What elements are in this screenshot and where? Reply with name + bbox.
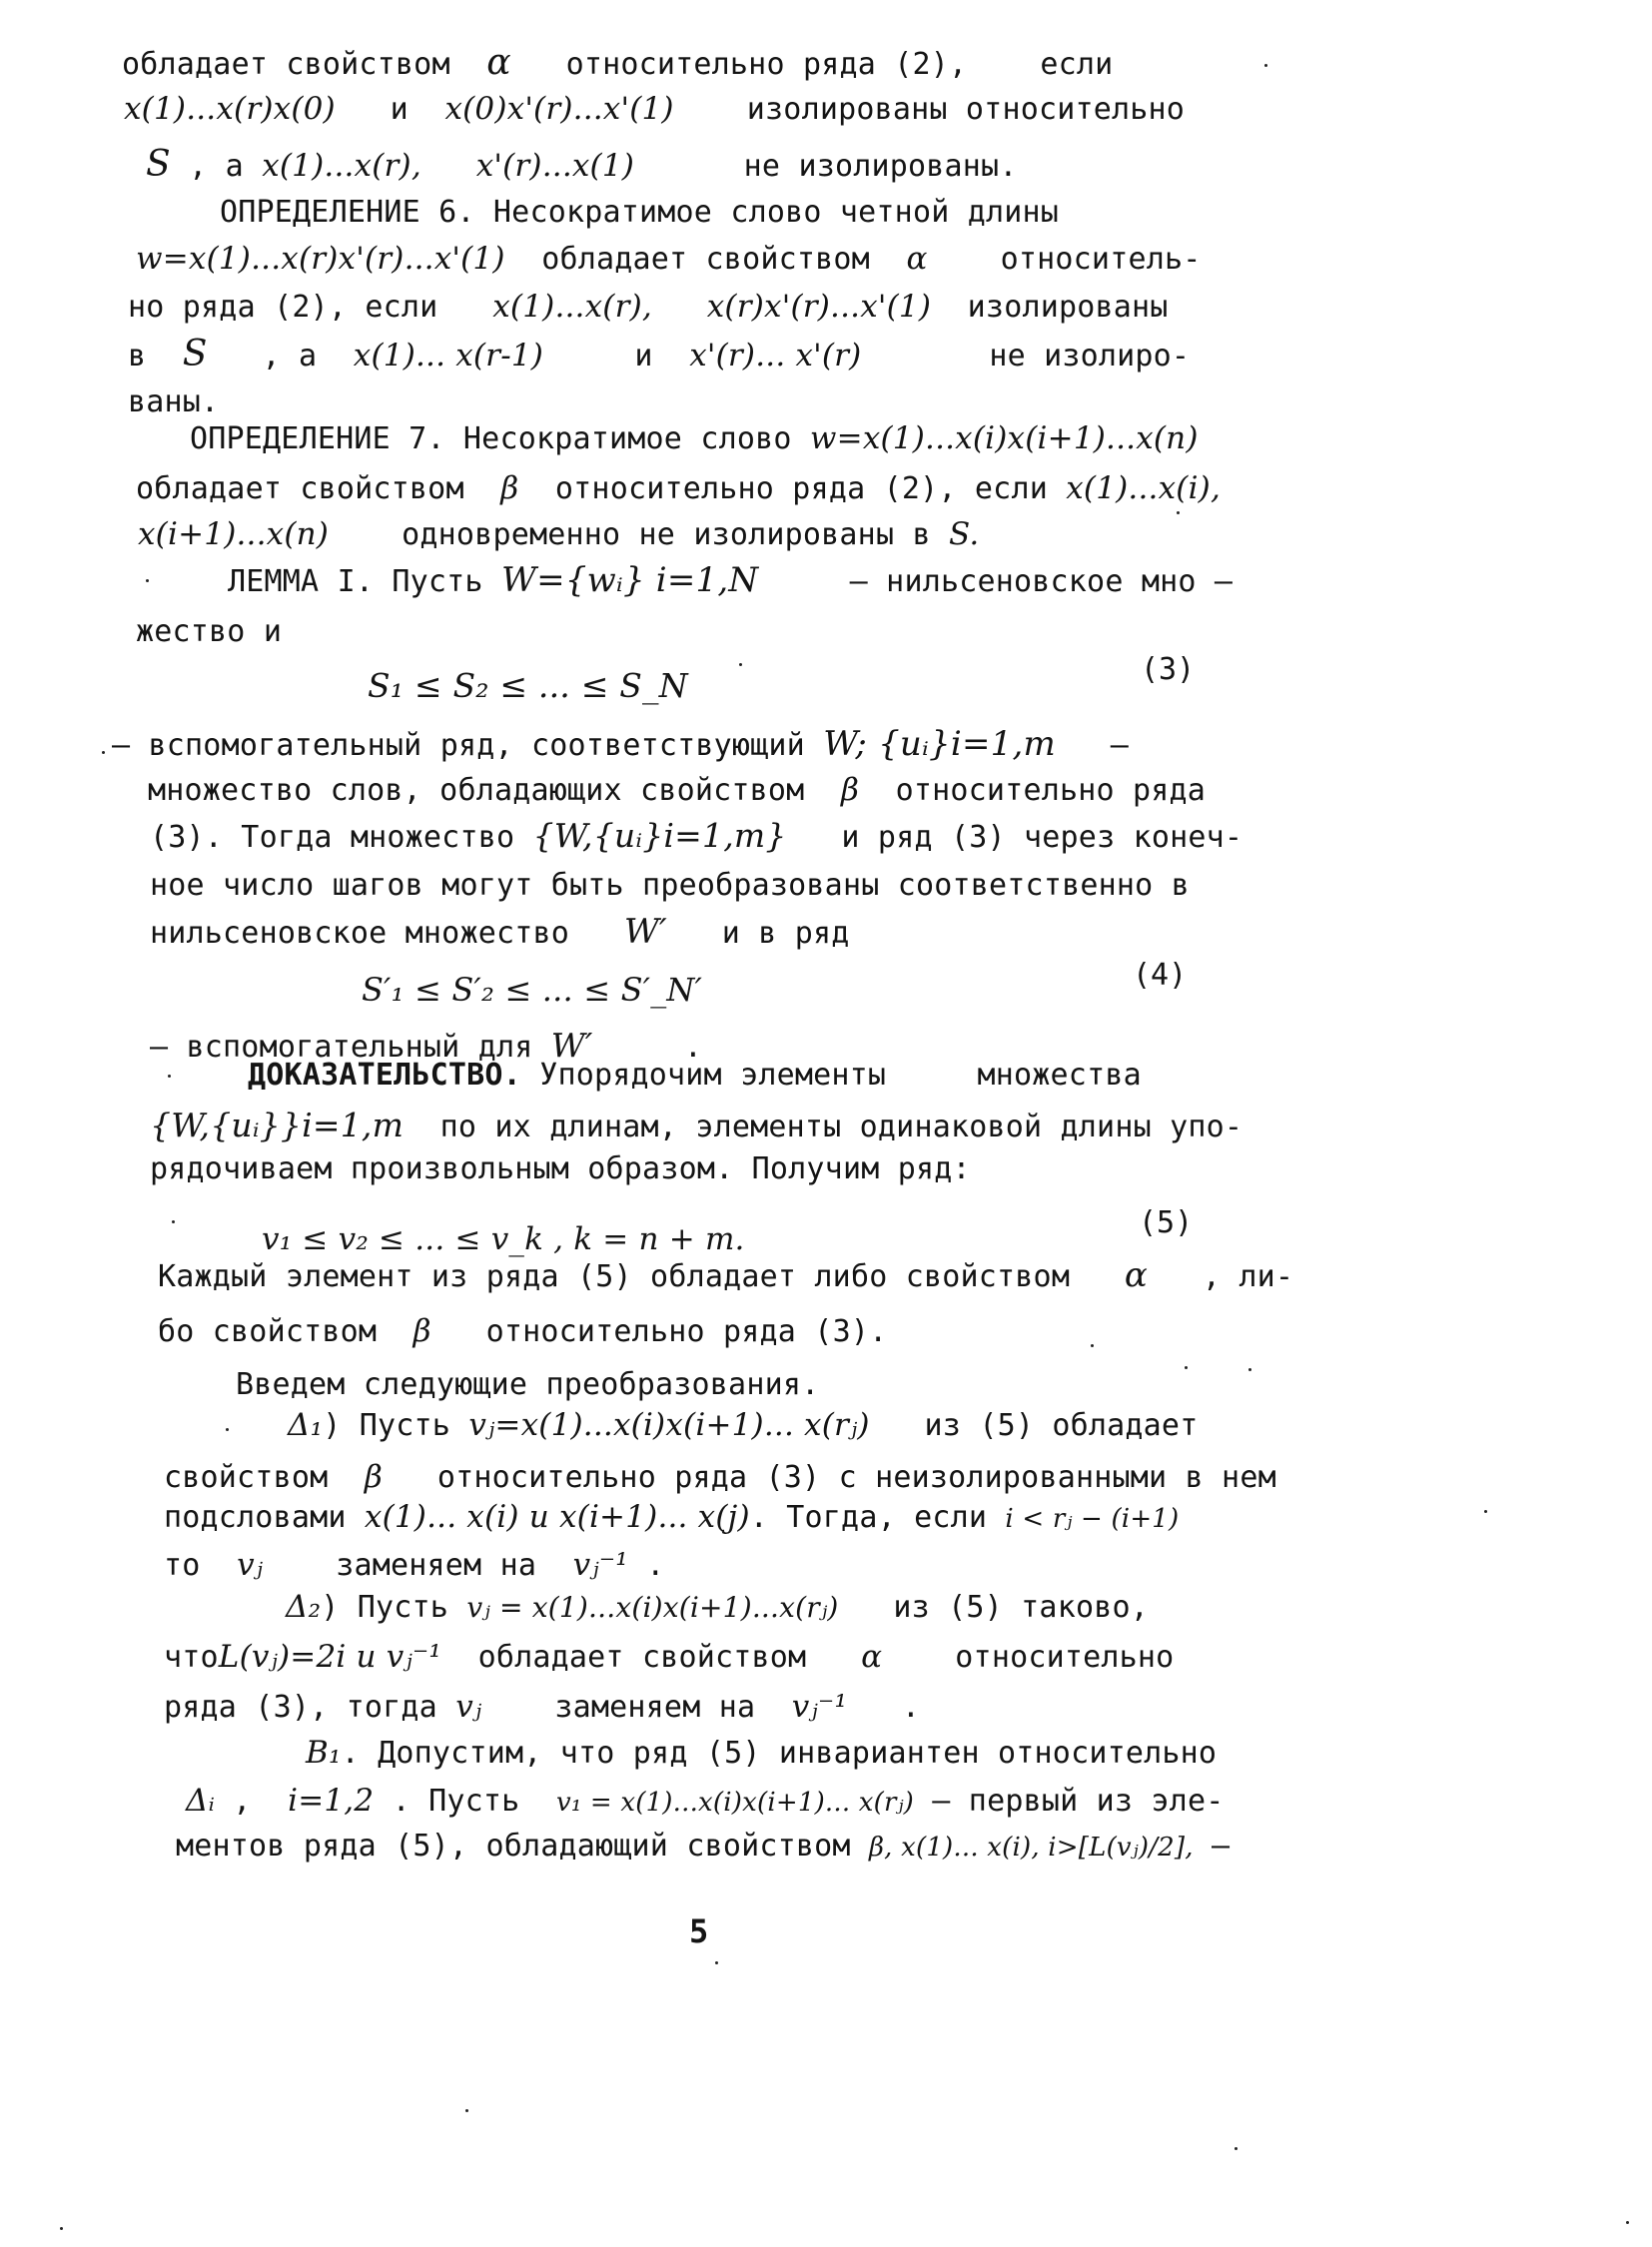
scan-speck: [1484, 1510, 1487, 1513]
text-line: но ряда (2), если x(1)...x(r), x(r)x'(r)...x'(1) изолированы: [128, 289, 1169, 325]
text-line: обладает свойством β относительно ряда (2), если x(1)...x(i),: [136, 470, 1222, 506]
text-line: нильсеновское множество W′ и в ряд: [150, 912, 850, 952]
scan-speck: [60, 2227, 63, 2230]
definition-7-heading: ОПРЕДЕЛЕНИЕ 7. Несократимое слово w=x(1)...x(i)x(i+1)...x(n): [190, 420, 1199, 456]
text-line: свойством β относительно ряда (3) с неизолированными в нем: [164, 1459, 1276, 1495]
scan-speck: [1248, 1368, 1251, 1371]
text-line: в S , а x(1)... x(r-1) и x'(r)... x'(r) не изолиро-: [128, 334, 1191, 374]
text-line: множество слов, обладающих свойством β относительно ряда: [148, 772, 1207, 808]
scan-speck: [1091, 1344, 1094, 1347]
text-line: Каждый элемент из ряда (5) обладает либо свойством α , ли-: [158, 1255, 1294, 1295]
scan-speck: [1235, 2147, 1238, 2150]
transformation-delta-2: Δ₂) Пусть vⱼ = x(1)...x(i)x(i+1)...x(rⱼ) из (5) таково,: [286, 1589, 1150, 1625]
scan-speck: [102, 751, 105, 754]
equation-number: (4): [1133, 958, 1188, 993]
scan-speck: [226, 1428, 229, 1431]
transformation-delta-1: Δ₁) Пусть vⱼ=x(1)...x(i)x(i+1)... x(rⱼ) из (5) обладает: [288, 1407, 1199, 1443]
text-line: обладает свойством α относительно ряда (2), если: [122, 42, 1114, 83]
text-line: Введем следующие преобразования.: [236, 1367, 820, 1402]
text-line: подсловами x(1)... x(i) и x(i+1)... x(j). Тогда, если i < rⱼ − (i+1): [164, 1499, 1180, 1535]
equation-number: (3): [1141, 652, 1196, 687]
scan-speck: [465, 2109, 468, 2112]
text-line: Δᵢ , i=1,2 . Пусть v₁ = x(1)...x(i)x(i+1)... x(rⱼ) – первый из эле-: [186, 1783, 1225, 1819]
scan-speck: [715, 1961, 718, 1964]
text-line: ряда (3), тогда vⱼ заменяем на vⱼ⁻¹ .: [164, 1689, 921, 1725]
text-line: B₁. Допустим, что ряд (5) инвариантен относительно: [306, 1735, 1218, 1771]
text-line: {W,{uᵢ}}i=1,m по их длинам, элементы одинаковой длины упо-: [150, 1106, 1243, 1144]
text-line: жество и: [136, 614, 283, 649]
text-line: ваны.: [128, 384, 220, 419]
text-line: чтоL(vⱼ)=2i и vⱼ⁻¹ обладает свойством α относительно: [164, 1639, 1175, 1675]
equation-3: S₁ ≤ S₂ ≤ ... ≤ S_N: [368, 666, 688, 705]
scan-speck: [168, 1075, 171, 1078]
scan-speck: [1626, 2221, 1629, 2224]
text-line: рядочиваем произвольным образом. Получим ряд:: [150, 1151, 971, 1186]
equation-number: (5): [1139, 1205, 1194, 1240]
scan-speck: [146, 579, 149, 582]
text-line: ное число шагов могут быть преобразованы соответственно в: [150, 868, 1190, 903]
proof-heading: ДОКАЗАТЕЛЬСТВО. Упорядочим элементы множества: [248, 1058, 1142, 1093]
equation-4: S′₁ ≤ S′₂ ≤ ... ≤ S′_N′: [362, 971, 703, 1009]
lemma-1-heading: ЛЕММА I. Пусть W={wᵢ} i=1,N – нильсеновское мно –: [228, 560, 1234, 600]
scan-speck: [1264, 64, 1267, 67]
text-line: то vⱼ заменяем на vⱼ⁻¹ .: [164, 1547, 665, 1583]
scan-speck: [739, 663, 742, 666]
text-line: w=x(1)...x(r)x'(r)...x'(1) обладает свойством α относитель-: [136, 241, 1202, 277]
scan-speck: [1185, 1366, 1188, 1369]
equation-5: v₁ ≤ v₂ ≤ ... ≤ v_k , k = n + m.: [262, 1221, 745, 1257]
text-line: x(1)...x(r)x(0) и x(0)x'(r)...x'(1) изолированы относительно: [124, 91, 1186, 127]
text-line: x(i+1)...x(n) одновременно не изолированы в S.: [138, 516, 980, 552]
text-line: бо свойством β относительно ряда (3).: [158, 1313, 888, 1349]
scan-speck: [172, 1220, 175, 1223]
text-line: ментов ряда (5), обладающий свойством β, x(1)... x(i), i>[L(vⱼ)/2], –: [176, 1829, 1231, 1864]
text-line: S , а x(1)...x(r), x'(r)...x(1) не изолированы.: [146, 144, 1018, 185]
definition-6-heading: ОПРЕДЕЛЕНИЕ 6. Несократимое слово четной длины: [220, 195, 1060, 230]
text-line: – вспомогательный для W′ .: [150, 1026, 703, 1065]
text-line: (3). Тогда множество {W,{uᵢ}i=1,m} и ряд (3) через конеч-: [150, 816, 1243, 855]
text-line: – вспомогательный ряд, соответствующий W; {uᵢ}i=1,m –: [112, 724, 1129, 764]
page-number: 5: [689, 1912, 709, 1950]
scan-speck: [1177, 511, 1180, 514]
